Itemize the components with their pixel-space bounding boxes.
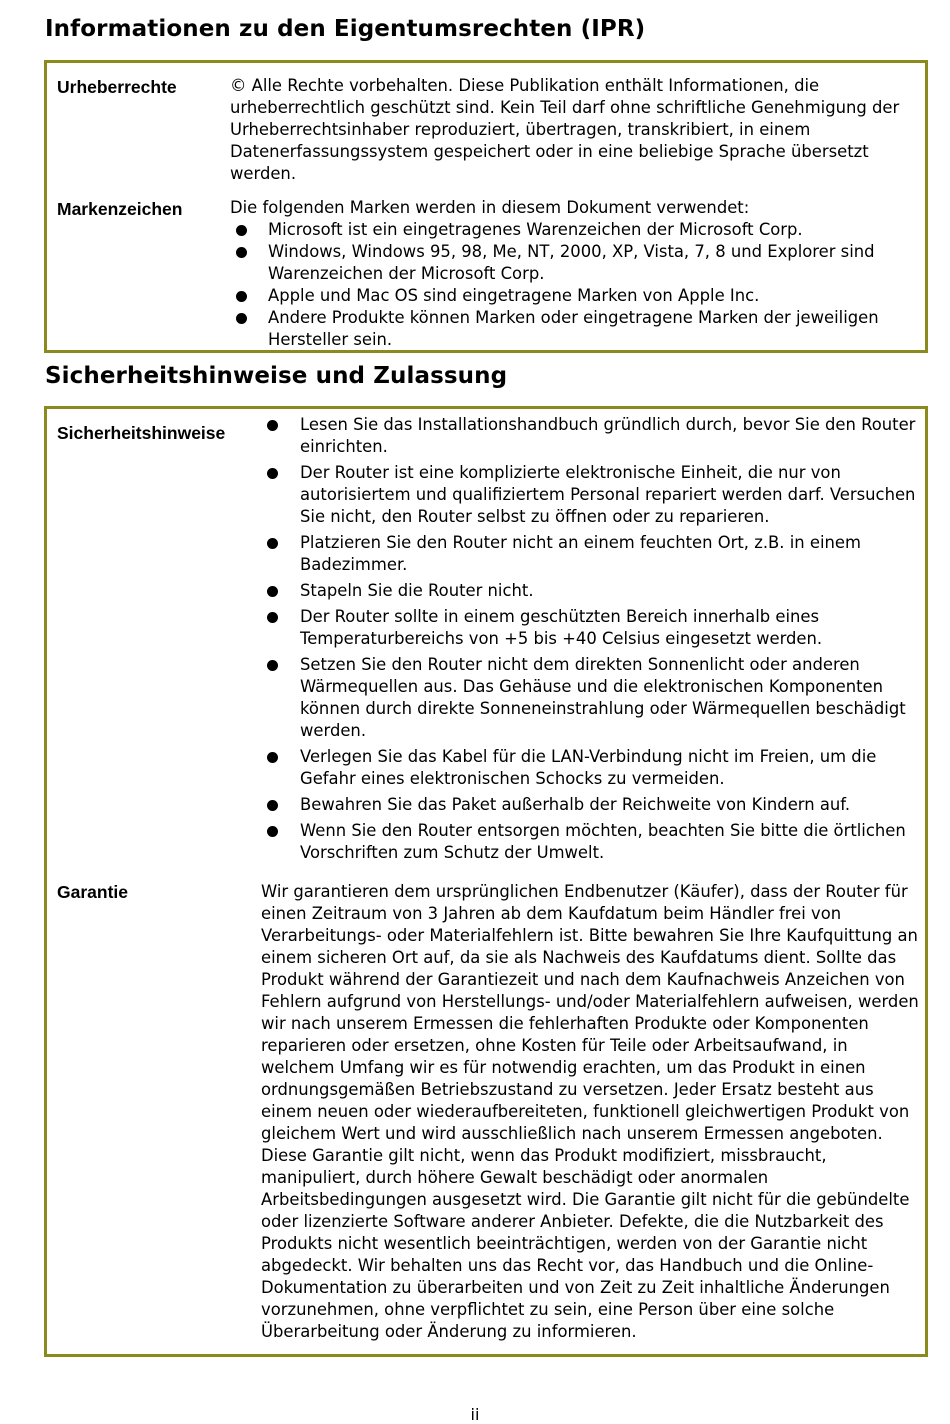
bullet-icon bbox=[267, 586, 278, 597]
list-item: Wenn Sie den Router entsorgen möchten, beachten Sie bitte die örtlichen Vorschriften zum Schutz der Umwelt. bbox=[262, 820, 922, 864]
warranty-text: Wir garantieren dem ursprünglichen Endbenutzer (Käufer), dass der Router für einen Zeitraum von 3 Jahren ab dem Kaufdatum beim Händler frei von Verarbeitungs- oder Materialfehlern ist. Bitte bewahren Sie Ihre Kaufquittung an einem sicheren Ort auf, da sie als Nachweis des Kaufdatums dient. Sollte das Produkt während der Garantiezeit und nach dem Kaufnachweis Anzeichen von Fehlern aufgrund von Herstellungs- und/oder Materialfehlern aufweisen, werden wir nach unserem Ermessen die fehlerhaften Produkte oder Komponenten reparieren oder ersetzen, ohne Kosten für Teile oder Arbeitsaufwand, in welchem Umfang wir es für notwendig erachten, um das Produkt in einen ordnungsgemäßen Betriebszustand zu versetzen. Jeder Ersatz besteht aus einem neuen oder wiederaufbereiteten, funktionell gleichwertigen Produkt von gleichem Wert und wird ausschließlich nach unserem Ermessen angeboten. Diese Garantie gilt nicht, wenn das Produkt modifiziert, missbraucht, manipuliert, durch höhere Gewalt beschädigt oder anormalen Arbeitsbedingungen ausgesetzt wird. Die Garantie gilt nicht für die gebündelte oder lizenzierte Software anderer Anbieter. Defekte, die die Nutzbarkeit des Produkts nicht wesentlich beeinträchtigen, werden von der Garantie nicht abgedeckt. Wir behalten uns das Recht vor, das Handbuch und die Online-Dokumentation zu überarbeiten und von Zeit zu Zeit inhaltliche Änderungen vorzunehmen, ohne verpflichtet zu sein, eine Person über eine solche Überarbeitung oder Änderung zu informieren. bbox=[261, 882, 919, 1341]
ipr-box bbox=[44, 60, 928, 353]
page-number: ii bbox=[470, 1405, 480, 1424]
bullet-icon bbox=[267, 612, 278, 623]
bullet-icon bbox=[236, 313, 247, 324]
list-item: Der Router sollte in einem geschützten Bereich innerhalb eines Temperaturbereichs von +5 bis +40 Celsius eingesetzt werden. bbox=[262, 606, 922, 650]
safety-box bbox=[44, 406, 928, 1357]
list-item: Setzen Sie den Router nicht dem direkten Sonnenlicht oder anderen Wärmequellen aus. Das Gehäuse und die elektronischen Komponenten können durch direkte Sonneneinstrahlung oder Wärmequellen beschädigt werden. bbox=[262, 654, 922, 742]
list-item: Stapeln Sie die Router nicht. bbox=[262, 580, 922, 602]
list-item: Windows, Windows 95, 98, Me, NT, 2000, XP, Vista, 7, 8 und Explorer sind Warenzeichen der Microsoft Corp. bbox=[230, 241, 915, 285]
bullet-icon bbox=[267, 800, 278, 811]
bullet-icon bbox=[267, 752, 278, 763]
copyright-text-block bbox=[230, 75, 910, 185]
warranty-label: Garantie bbox=[57, 882, 128, 902]
list-item: Lesen Sie das Installationshandbuch gründlich durch, bevor Sie den Router einrichten. bbox=[262, 414, 922, 458]
list-item: Der Router ist eine komplizierte elektronische Einheit, die nur von autorisiertem und qualifiziertem Personal repariert werden darf. Versuchen Sie nicht, den Router selbst zu öffnen oder zu reparieren. bbox=[262, 462, 922, 528]
bullet-icon bbox=[267, 660, 278, 671]
bullet-icon bbox=[267, 538, 278, 549]
safety-heading: Sicherheitshinweise und Zulassung bbox=[45, 363, 508, 389]
list-item: Apple und Mac OS sind eingetragene Marken von Apple Inc. bbox=[230, 285, 915, 307]
list-item: Andere Produkte können Marken oder eingetragene Marken der jeweiligen Hersteller sein. bbox=[230, 307, 915, 351]
list-item: Verlegen Sie das Kabel für die LAN-Verbindung nicht im Freien, um die Gefahr eines elektronischen Schocks zu vermeiden. bbox=[262, 746, 922, 790]
copyright-label: Urheberrechte bbox=[57, 77, 177, 97]
safety-notes-list bbox=[262, 414, 922, 864]
list-item: Bewahren Sie das Paket außerhalb der Reichweite von Kindern auf. bbox=[262, 794, 922, 816]
trademarks-text-block bbox=[230, 197, 915, 351]
trademarks-intro: Die folgenden Marken werden in diesem Dokument verwendet: bbox=[230, 198, 750, 217]
bullet-icon bbox=[267, 468, 278, 479]
trademarks-list bbox=[230, 219, 915, 351]
bullet-icon bbox=[236, 225, 247, 236]
list-item: Microsoft ist ein eingetragenes Warenzeichen der Microsoft Corp. bbox=[230, 219, 915, 241]
safety-notes-block bbox=[262, 414, 922, 868]
list-item: Platzieren Sie den Router nicht an einem feuchten Ort, z.B. in einem Badezimmer. bbox=[262, 532, 922, 576]
ipr-heading: Informationen zu den Eigentumsrechten (IPR) bbox=[45, 16, 646, 42]
bullet-icon bbox=[236, 247, 247, 258]
warranty-text-block bbox=[261, 881, 921, 1343]
copyright-text: © Alle Rechte vorbehalten. Diese Publikation enthält Informationen, die urheberrechtlich geschützt sind. Kein Teil darf ohne schriftliche Genehmigung der Urheberrechtsinhaber reproduziert, übertragen, transkribiert, in einem Datenerfassungssystem gespeichert oder in eine beliebige Sprache übersetzt werden. bbox=[230, 76, 900, 183]
trademarks-label: Markenzeichen bbox=[57, 199, 183, 219]
bullet-icon bbox=[236, 291, 247, 302]
bullet-icon bbox=[267, 826, 278, 837]
safety-notes-label: Sicherheitshinweise bbox=[57, 423, 226, 443]
bullet-icon bbox=[267, 420, 278, 431]
